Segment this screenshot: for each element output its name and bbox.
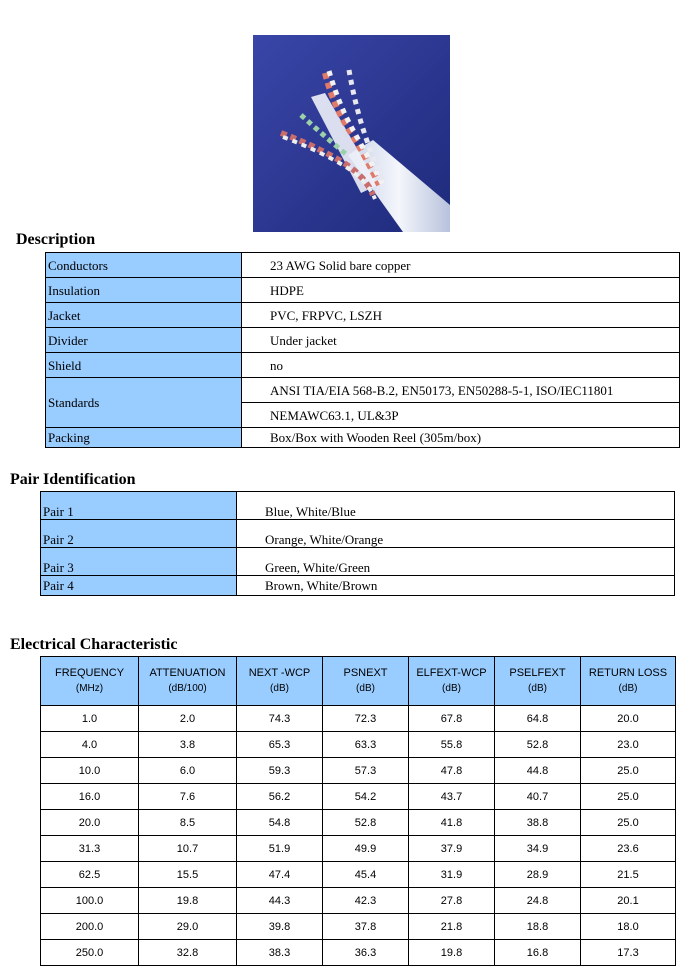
- table-cell: 6.0: [139, 758, 237, 784]
- description-table: [45, 252, 680, 448]
- table-cell: 25.0: [581, 784, 676, 810]
- pair-label: Pair 4: [41, 576, 237, 596]
- table-cell: 64.8: [495, 706, 581, 732]
- table-cell: 21.8: [409, 914, 495, 940]
- table-cell: 44.8: [495, 758, 581, 784]
- table-cell: 63.3: [323, 732, 409, 758]
- table-cell: 40.7: [495, 784, 581, 810]
- table-cell: 32.8: [139, 940, 237, 966]
- table-cell: 57.3: [323, 758, 409, 784]
- table-cell: 16.0: [41, 784, 139, 810]
- table-row: [46, 428, 680, 448]
- table-cell: 18.8: [495, 914, 581, 940]
- row-label: Standards: [46, 378, 242, 428]
- table-row: [41, 888, 676, 914]
- row-value: Under jacket: [242, 328, 680, 353]
- table-row: [41, 706, 676, 732]
- electrical-title: Electrical Characteristic: [10, 636, 178, 653]
- table-cell: 25.0: [581, 810, 676, 836]
- row-label: Conductors: [46, 253, 242, 278]
- table-row: [41, 758, 676, 784]
- table-cell: 17.3: [581, 940, 676, 966]
- row-value: HDPE: [242, 278, 680, 303]
- table-cell: 37.9: [409, 836, 495, 862]
- row-value: ANSI TIA/EIA 568-B.2, EN50173, EN50288-5-1, ISO/IEC11801: [242, 378, 680, 403]
- table-cell: 38.3: [237, 940, 323, 966]
- table-cell: 2.0: [139, 706, 237, 732]
- table-cell: 67.8: [409, 706, 495, 732]
- table-row: [46, 378, 680, 403]
- table-cell: 1.0: [41, 706, 139, 732]
- table-cell: 31.9: [409, 862, 495, 888]
- table-cell: 16.8: [495, 940, 581, 966]
- column-header: PSELFEXT (dB): [495, 657, 581, 706]
- table-cell: 34.9: [495, 836, 581, 862]
- column-header: ELFEXT-WCP (dB): [409, 657, 495, 706]
- table-row: [41, 836, 676, 862]
- table-cell: 54.8: [237, 810, 323, 836]
- row-label: Insulation: [46, 278, 242, 303]
- description-title: Description: [16, 231, 96, 248]
- electrical-table: [40, 656, 676, 966]
- table-cell: 47.4: [237, 862, 323, 888]
- row-value: 23 AWG Solid bare copper: [242, 253, 680, 278]
- table-cell: 43.7: [409, 784, 495, 810]
- table-cell: 72.3: [323, 706, 409, 732]
- table-cell: 55.8: [409, 732, 495, 758]
- pair-label: Pair 3: [41, 548, 237, 576]
- table-cell: 52.8: [495, 732, 581, 758]
- table-cell: 74.3: [237, 706, 323, 732]
- table-cell: 39.8: [237, 914, 323, 940]
- table-cell: 20.0: [581, 706, 676, 732]
- table-cell: 19.8: [409, 940, 495, 966]
- table-row: [41, 784, 676, 810]
- table-row: [46, 303, 680, 328]
- electrical-table-body: [41, 706, 676, 966]
- table-row: [41, 732, 676, 758]
- table-cell: 38.8: [495, 810, 581, 836]
- table-cell: 44.3: [237, 888, 323, 914]
- table-cell: 23.6: [581, 836, 676, 862]
- table-row: [46, 328, 680, 353]
- table-row: [41, 810, 676, 836]
- table-row: [41, 940, 676, 966]
- table-cell: 59.3: [237, 758, 323, 784]
- table-cell: 7.6: [139, 784, 237, 810]
- table-cell: 21.5: [581, 862, 676, 888]
- table-cell: 25.0: [581, 758, 676, 784]
- table-cell: 49.9: [323, 836, 409, 862]
- pair-value: Green, White/Green: [237, 548, 675, 576]
- table-cell: 36.3: [323, 940, 409, 966]
- table-cell: 200.0: [41, 914, 139, 940]
- table-row: [41, 492, 675, 520]
- table-cell: 52.8: [323, 810, 409, 836]
- cable-photo: [253, 35, 450, 232]
- table-cell: 28.9: [495, 862, 581, 888]
- table-cell: 31.3: [41, 836, 139, 862]
- cable-photo-icon: [253, 35, 450, 232]
- column-header: FREQUENCY (MHz): [41, 657, 139, 706]
- table-row: [41, 862, 676, 888]
- table-cell: 18.0: [581, 914, 676, 940]
- table-cell: 20.1: [581, 888, 676, 914]
- table-cell: 51.9: [237, 836, 323, 862]
- table-cell: 45.4: [323, 862, 409, 888]
- row-label: Jacket: [46, 303, 242, 328]
- pair-label: Pair 1: [41, 492, 237, 520]
- table-cell: 41.8: [409, 810, 495, 836]
- table-header-row: [41, 657, 676, 706]
- table-cell: 3.8: [139, 732, 237, 758]
- pair-label: Pair 2: [41, 520, 237, 548]
- row-label: Divider: [46, 328, 242, 353]
- pair-identification-table: [40, 491, 675, 596]
- pair-identification-title: Pair Identification: [10, 471, 136, 488]
- column-header: RETURN LOSS (dB): [581, 657, 676, 706]
- table-row: [46, 253, 680, 278]
- table-row: [46, 353, 680, 378]
- column-header: ATTENUATION (dB/100): [139, 657, 237, 706]
- row-label: Shield: [46, 353, 242, 378]
- pair-value: Blue, White/Blue: [237, 492, 675, 520]
- row-value: NEMAWC63.1, UL&3P: [242, 403, 680, 428]
- table-row: [41, 548, 675, 576]
- table-cell: 19.8: [139, 888, 237, 914]
- table-cell: 20.0: [41, 810, 139, 836]
- row-value: PVC, FRPVC, LSZH: [242, 303, 680, 328]
- table-cell: 250.0: [41, 940, 139, 966]
- table-cell: 47.8: [409, 758, 495, 784]
- table-cell: 62.5: [41, 862, 139, 888]
- table-cell: 8.5: [139, 810, 237, 836]
- table-row: [46, 278, 680, 303]
- table-cell: 29.0: [139, 914, 237, 940]
- pair-value: Orange, White/Orange: [237, 520, 675, 548]
- table-cell: 24.8: [495, 888, 581, 914]
- pair-value: Brown, White/Brown: [237, 576, 675, 596]
- table-cell: 100.0: [41, 888, 139, 914]
- table-cell: 10.0: [41, 758, 139, 784]
- table-row: [41, 520, 675, 548]
- table-cell: 56.2: [237, 784, 323, 810]
- row-value: no: [242, 353, 680, 378]
- column-header: PSNEXT (dB): [323, 657, 409, 706]
- table-cell: 65.3: [237, 732, 323, 758]
- table-row: [41, 576, 675, 596]
- table-cell: 15.5: [139, 862, 237, 888]
- table-cell: 54.2: [323, 784, 409, 810]
- table-cell: 27.8: [409, 888, 495, 914]
- column-header: NEXT -WCP (dB): [237, 657, 323, 706]
- table-row: [41, 914, 676, 940]
- row-label: Packing: [46, 428, 242, 448]
- table-cell: 23.0: [581, 732, 676, 758]
- table-cell: 10.7: [139, 836, 237, 862]
- table-cell: 42.3: [323, 888, 409, 914]
- table-cell: 4.0: [41, 732, 139, 758]
- table-cell: 37.8: [323, 914, 409, 940]
- row-value: Box/Box with Wooden Reel (305m/box): [242, 428, 680, 448]
